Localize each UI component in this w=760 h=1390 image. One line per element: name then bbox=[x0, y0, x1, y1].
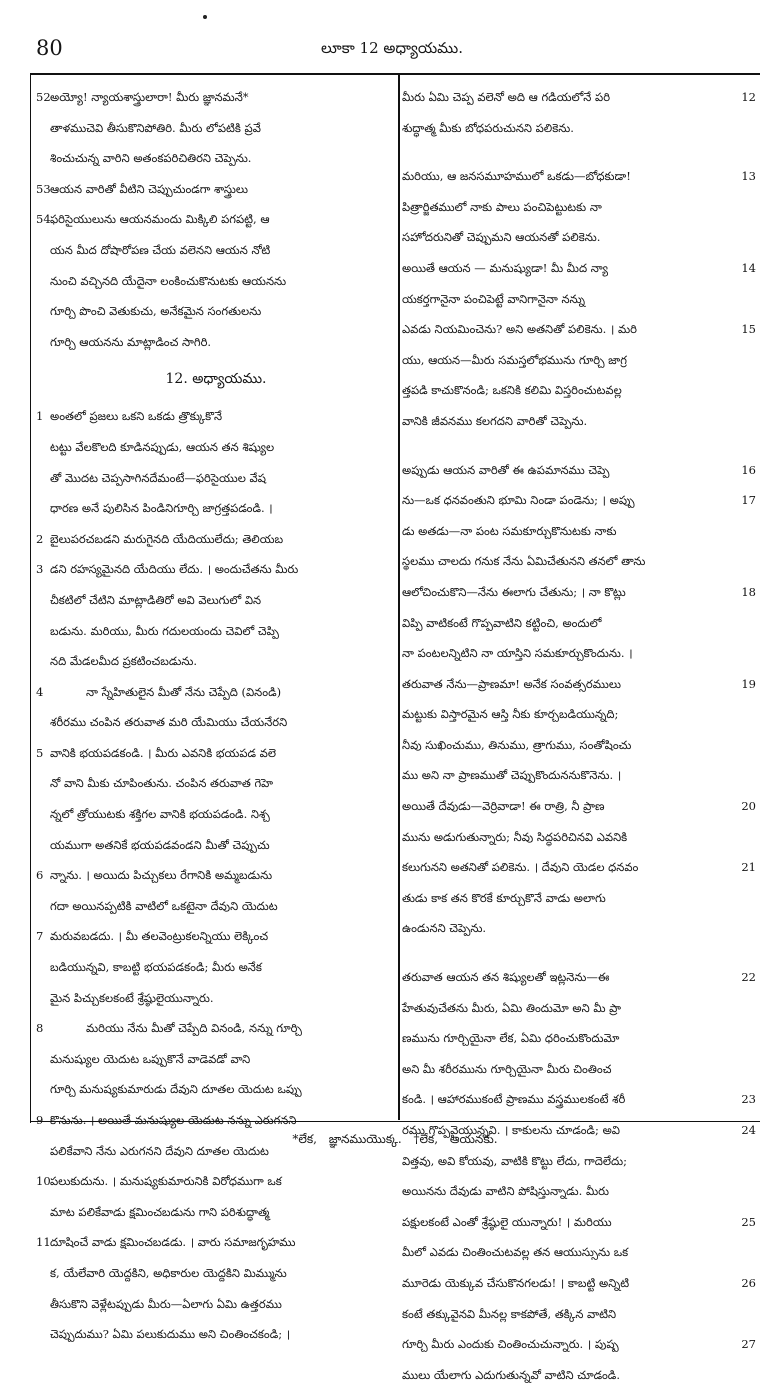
verse-text: తరువాత నేను—ప్రాణమా! అనేక సంవత్సరములు bbox=[402, 676, 621, 691]
verse-line bbox=[402, 913, 760, 944]
verse-text: దూషించే వాడు క్షమించబడడు. । వారు సమాజగృహము bbox=[50, 1235, 296, 1250]
verse-number: 24 bbox=[741, 1123, 756, 1137]
verse-number: 3 bbox=[36, 562, 44, 577]
verse-line bbox=[36, 204, 396, 235]
left-border bbox=[30, 73, 31, 1123]
paragraph-gap bbox=[402, 437, 760, 455]
right-column bbox=[402, 82, 760, 1390]
verse-line bbox=[36, 738, 396, 769]
verse-number: 10 bbox=[36, 1174, 51, 1189]
paragraph-gap bbox=[402, 944, 760, 962]
verse-line bbox=[402, 284, 760, 315]
verse-text: మాట పలికేవాడు క్షమించబడును గాని పరిశుద్ధాత్మ bbox=[50, 1204, 270, 1219]
verse-line bbox=[402, 883, 760, 914]
verse-line bbox=[36, 860, 396, 891]
verse-line bbox=[36, 296, 396, 327]
top-rule bbox=[30, 73, 760, 75]
verse-number: 25 bbox=[741, 1214, 756, 1229]
left-column bbox=[36, 82, 396, 1350]
verse-line bbox=[402, 161, 760, 192]
verse-text: శుద్ధాత్మ మీకు బోధపరుచునని పలికెను. bbox=[402, 120, 574, 135]
verse-line bbox=[402, 113, 760, 144]
verse-text: గదా అయినప్పటికి వాటిలో ఒకటైనా దేవుని యెదుట bbox=[50, 898, 278, 913]
verse-line bbox=[36, 432, 396, 463]
verse-line bbox=[36, 707, 396, 738]
verse-line bbox=[402, 791, 760, 822]
verse-text: నుంచి వచ్చినది యేదైనా లంకించుకొనుటకు ఆయనను bbox=[50, 273, 287, 288]
verse-text: డని రహస్యమైనది యేదియు లేదు. । అందుచేతను మీరు bbox=[50, 562, 299, 577]
verse-line bbox=[402, 455, 760, 486]
verse-text: పలుకుదును. । మనుష్యకుమారునికి విరోధముగా ఒక bbox=[50, 1174, 282, 1189]
verse-line bbox=[36, 585, 396, 616]
verse-text: మీలో ఎవడు చింతించుటవల్ల తన ఆయుస్సును ఒక bbox=[402, 1245, 629, 1260]
verse-text: రము గొప్పవైయున్నవి. । కాకులను చూడండి; అవి bbox=[402, 1123, 620, 1137]
paragraph-gap bbox=[402, 143, 760, 161]
verse-text: ఉండునని చెప్పెను. bbox=[402, 921, 487, 936]
verse-text: విత్తవు, అవి కోయవు, వాటికి కొట్టు లేదు, గాదెలేదు; bbox=[402, 1153, 627, 1168]
verse-line bbox=[402, 1084, 760, 1115]
verse-line bbox=[402, 608, 760, 639]
page-header bbox=[32, 36, 752, 72]
verse-line bbox=[402, 1329, 760, 1360]
verse-line bbox=[36, 327, 396, 358]
verse-number: 13 bbox=[741, 169, 756, 184]
verse-line bbox=[36, 235, 396, 266]
verse-text: శించుచున్న వారిని అతంకపరిచితిరని చెప్పెను. bbox=[50, 151, 252, 166]
verse-text: మరియు, ఆ జనసమూహములో ఒకడు—బోధకుడా! bbox=[402, 169, 631, 184]
running-title: లూకా 12 అధ్యాయము. bbox=[321, 39, 463, 57]
verse-text: అయితే ఆయన — మనుష్యుడా! మీ మీద న్యా bbox=[402, 260, 608, 275]
verse-text: న్నాను. । అయిదు పిచ్చుకలు రేగానికి అమ్మబడును bbox=[50, 868, 273, 883]
verse-number: 53 bbox=[36, 181, 51, 196]
verse-number: 22 bbox=[741, 970, 756, 985]
verse-text: మరువబడదు. । మీ తలవెంట్రుకలన్నియు లెక్కించ bbox=[50, 929, 269, 944]
verse-text: తాళముచెవి తీసుకొనిపోతిరి. మీరు లోపటికి ప్రవే bbox=[50, 120, 261, 135]
verse-text: మట్టుకు విస్తారమైన ఆస్తి నీకు కూర్చబడియున్నది; bbox=[402, 707, 619, 722]
verse-line bbox=[402, 760, 760, 791]
verse-text: వానికి భయపడకండి. । మీరు ఎవనికి భయపడ వలె bbox=[50, 745, 276, 760]
column-divider bbox=[398, 74, 400, 1120]
verse-number: 54 bbox=[36, 212, 51, 227]
verse-line bbox=[402, 1054, 760, 1085]
verse-text: అని మీ శరీరమును గూర్చియైనా మీరు చింతించ bbox=[402, 1061, 612, 1076]
verse-text: బడియున్నవి, కాబట్టి భయపడకండి; మీరు అనేక bbox=[50, 960, 262, 975]
verse-text: నది మేడలమీద ప్రకటించబడును. bbox=[50, 654, 198, 669]
verse-number: 5 bbox=[36, 745, 44, 760]
verse-text: యకర్తగానైనా పంచిపెట్టే వానిగానైనా నన్ను bbox=[402, 291, 586, 306]
verse-line bbox=[402, 1176, 760, 1207]
verse-number: 1 bbox=[36, 409, 44, 424]
verse-line bbox=[402, 962, 760, 993]
verse-number: 18 bbox=[741, 584, 756, 599]
verse-line bbox=[36, 401, 396, 432]
verse-line bbox=[402, 485, 760, 516]
verse-text: మూరెడు యెక్కువ చేసుకొనగలడు! । కాబట్టి అన్నిటి bbox=[402, 1275, 630, 1290]
verse-line bbox=[36, 799, 396, 830]
verse-number: 26 bbox=[741, 1275, 756, 1290]
verse-line bbox=[36, 1013, 396, 1044]
verse-text: బైలుపరచబడని మరుగైనది యేదియులేదు; తెలియబ bbox=[50, 531, 284, 546]
verse-text: వానికి జీవనము కలగదని వారితో చెప్పెను. bbox=[402, 413, 588, 428]
verse-line bbox=[402, 546, 760, 577]
verse-text: తీసుకొని వెళ్లేటప్పుడు మీరు—ఏలాగు ఏమి ఉత్తరము bbox=[50, 1296, 282, 1311]
verse-text: నా పంటలన్నిటిని నా యాస్తిని సమకూర్చుకొందును. । bbox=[402, 646, 633, 661]
verse-text: కలుగునని అతనితో పలికెను. । దేవుని యెడల ధనవం bbox=[402, 860, 639, 875]
verse-line bbox=[402, 577, 760, 608]
verse-text: ను—ఒక ధనవంతుని భూమి నిండా పండెను; । అప్పు bbox=[402, 493, 635, 508]
verse-line bbox=[36, 1197, 396, 1228]
verse-text: తో మొదట చెప్పసాగినదేమంటే—ఫరిసైయుల వేష bbox=[50, 470, 266, 485]
verse-line bbox=[402, 1237, 760, 1268]
verse-text: యముగా అతనికే భయపడవండని మీతో చెప్పుచు bbox=[50, 837, 270, 852]
verse-text: ఆయన వారితో వీటిని చెప్పుచుండగా శాస్త్రులు bbox=[50, 181, 248, 196]
verse-line bbox=[402, 345, 760, 376]
verse-line bbox=[402, 253, 760, 284]
verse-line bbox=[36, 1289, 396, 1320]
verse-number: 9 bbox=[36, 1113, 44, 1127]
verse-line bbox=[36, 646, 396, 677]
verse-line bbox=[402, 1023, 760, 1054]
verse-text: కండి. । ఆహారముకంటే ప్రాణము వస్త్రములకంటే శరీ bbox=[402, 1092, 626, 1107]
verse-text: తరువాత ఆయన తన శిష్యులతో ఇట్లనెను—ఈ bbox=[402, 970, 610, 985]
verse-text: మనుష్యుల యెదుట ఒప్పుకొనే వాడెవడో వాని bbox=[50, 1051, 251, 1066]
verse-line bbox=[402, 669, 760, 700]
verse-text: మును అడుగుతున్నారు; నీవు సిద్ధపరిచినవి ఎవనికి bbox=[402, 829, 628, 844]
verse-text: కొనును. । అయితే మనుష్యుల యెదుట నన్ను ఎరుగనని bbox=[50, 1113, 297, 1127]
verse-text: క, యేలేవారి యెద్దకిని, అధికారుల యెద్దకిని మిమ్మును bbox=[50, 1265, 287, 1280]
verse-text: ఆలోచించుకొని—నేను ఈలాగు చేతును; । నా కొట్లు bbox=[402, 584, 626, 599]
verse-number: 7 bbox=[36, 929, 44, 944]
verse-text: మరియు నేను మీతో చెప్పేది వినండి, నన్ను గూర్చి bbox=[86, 1021, 302, 1036]
verse-text: యన మీద దోషారోపణ చేయ వలెనని ఆయన నోటి bbox=[50, 242, 271, 257]
verse-number: 2 bbox=[36, 531, 44, 546]
chapter-heading: 12. అధ్యాయము. bbox=[165, 371, 267, 388]
verse-number: 21 bbox=[741, 860, 756, 875]
verse-line bbox=[36, 1074, 396, 1105]
verse-text: గూర్చి ఆయనను మాట్లాడించ సాగిరి. bbox=[50, 334, 212, 349]
verse-text: ణమును గూర్చియైనా లేక, ఏమి ధరించుకొందుమో bbox=[402, 1031, 620, 1046]
verse-number: 19 bbox=[741, 676, 756, 691]
verse-text: ఎవడు నియమించెను? అని అతనితో పలికెను. । మరి bbox=[402, 322, 637, 337]
verse-text: నీవు సుఖించుము, తినుము, త్రాగుము, సంతోషించు bbox=[402, 737, 632, 752]
verse-text: గూర్చి మనుష్యకుమారుడు దేవుని దూతల యెదుట ఒప్పు bbox=[50, 1082, 302, 1097]
verse-line bbox=[36, 1319, 396, 1350]
verse-text: పలికేవాని నేను ఎరుగనని దేవుని దూతల యెదుట bbox=[50, 1143, 269, 1158]
verse-text: మీరు ఏమి చెప్ప వలెనో అది ఆ గడియలోనే పరి bbox=[402, 90, 611, 104]
verse-number: 20 bbox=[741, 799, 756, 814]
verse-line bbox=[402, 222, 760, 253]
verse-number: 23 bbox=[741, 1092, 756, 1107]
verse-line bbox=[402, 1146, 760, 1177]
verse-text: పక్షులకంటే ఎంతో శ్రేష్ఠులై యున్నారు! । మరియు bbox=[402, 1214, 612, 1229]
verse-line bbox=[36, 677, 396, 708]
verse-line bbox=[402, 516, 760, 547]
verse-text: ములు యేలాగు ఎదుగుతున్నవో వాటిని చూడండి. bbox=[402, 1367, 620, 1382]
verse-number: 17 bbox=[741, 493, 756, 508]
verse-text: నో వాని మీకు చూపింతును. చంపిన తరువాత గెహె bbox=[50, 776, 274, 791]
print-speck bbox=[203, 15, 207, 19]
footnotes: *లేక, జ్ఞానముయొక్క. †లేక, ఆయనకు. bbox=[292, 1132, 498, 1146]
verse-line bbox=[402, 82, 760, 113]
verse-text: హేతువుచేతను మీరు, ఏమి తిందుమో అని మీ ప్రా bbox=[402, 1000, 621, 1015]
verse-line bbox=[36, 830, 396, 861]
verse-text: బడును. మరియు, మీరు గదులయందు చెవిలో చెప్పి bbox=[50, 623, 279, 638]
verse-text: నా స్నేహితులైన మీతో నేను చెప్పేది (వినండి) bbox=[86, 684, 282, 699]
verse-line bbox=[402, 1360, 760, 1390]
verse-line bbox=[36, 554, 396, 585]
verse-line bbox=[36, 493, 396, 524]
verse-text: ధారణ అనే పులిసిన పిండినిగూర్చి జాగ్రత్తపడండి. । bbox=[50, 501, 273, 516]
verse-line bbox=[36, 463, 396, 494]
verse-line bbox=[402, 638, 760, 669]
verse-text: విప్పి వాటికంటే గొప్పవాటిని కట్టించి, అందులో bbox=[402, 615, 602, 630]
verse-number: 11 bbox=[36, 1235, 51, 1250]
verse-number: 27 bbox=[741, 1337, 756, 1352]
verse-line bbox=[402, 730, 760, 761]
verse-text: చెప్పుదుము? ఏమి పలుకుదుము అని చింతించకండి; । bbox=[50, 1327, 291, 1342]
verse-text: తుడు కాక తన కొరకే కూర్చుకొనే వాడు అలాగు bbox=[402, 890, 606, 905]
verse-line bbox=[36, 1105, 396, 1136]
verse-line bbox=[402, 852, 760, 883]
verse-line bbox=[402, 1268, 760, 1299]
verse-line bbox=[36, 983, 396, 1014]
verse-text: అప్పుడు ఆయన వారితో ఈ ఉపమానము చెప్పె bbox=[402, 462, 610, 477]
verse-line bbox=[36, 921, 396, 952]
verse-line bbox=[36, 82, 396, 113]
verse-text: న్నలో త్రోయుటకు శక్తిగల వానికి భయపడండి. నిశ్చ bbox=[50, 807, 270, 822]
verse-line bbox=[36, 524, 396, 555]
verse-text: పిత్రార్జితములో నాకు పాలు పంచిపెట్టుటకు నా bbox=[402, 199, 602, 214]
verse-line bbox=[402, 406, 760, 437]
verse-line bbox=[402, 1207, 760, 1238]
verse-text: శరీరము చంపిన తరువాత మరి యేమియు చేయనేరని bbox=[50, 715, 288, 730]
verse-line bbox=[36, 174, 396, 205]
verse-number: 6 bbox=[36, 868, 44, 883]
verse-text: ము అని నా ప్రాణముతో చెప్పుకొందుననుకొనెను. । bbox=[402, 768, 622, 783]
verse-text: త్తపడి కాచుకొనండి; ఒకనికి కలిమి విస్తరించుటవల్ల bbox=[402, 383, 622, 398]
verse-text: యు, ఆయన—మీరు సమస్తలోభమును గూర్చి జాగ్ర bbox=[402, 352, 627, 367]
verse-line bbox=[36, 1166, 396, 1197]
verse-line bbox=[36, 616, 396, 647]
verse-line bbox=[402, 822, 760, 853]
verse-text: డు అతడు—నా పంట సమకూర్చుకొనుటకు నాకు bbox=[402, 523, 617, 538]
verse-number: 52 bbox=[36, 90, 51, 104]
verse-text: మైన పిచ్చుకలకంటే శ్రేష్ఠులైయున్నారు. bbox=[50, 990, 214, 1005]
verse-text: అయ్యో! న్యాయశాస్త్రులారా! మీరు జ్ఞానమనే* bbox=[50, 90, 249, 104]
verse-text: అంతలో ప్రజలు ఒకని ఒకడు త్రొక్కుకొనే bbox=[50, 409, 223, 424]
verse-text: టట్టు వేలకొలది కూడినప్పుడు, ఆయన తన శిష్యుల bbox=[50, 439, 275, 454]
verse-text: అయినను దేవుడు వాటిని పోషిస్తున్నాడు. మీరు bbox=[402, 1184, 609, 1199]
verse-line bbox=[36, 143, 396, 174]
verse-number: 8 bbox=[36, 1021, 44, 1036]
verse-line bbox=[36, 266, 396, 297]
verse-text: కంటే తక్కువైనవి మీనల్ల కాకపోతే, తక్కిన వాటిని bbox=[402, 1306, 617, 1321]
verse-line bbox=[402, 314, 760, 345]
verse-text: ఫరిసైయులును ఆయనమందు మిక్కిలి పగపట్టి, ఆ bbox=[50, 212, 270, 227]
verse-text: అయితే దేవుడు—వెర్రివాడా! ఈ రాత్రి, నీ ప్రాణ bbox=[402, 799, 605, 814]
verse-line bbox=[36, 768, 396, 799]
verse-line bbox=[36, 952, 396, 983]
verse-line bbox=[36, 1227, 396, 1258]
verse-number: 12 bbox=[741, 90, 756, 104]
page-number: 80 bbox=[36, 36, 63, 60]
verse-text: గూర్చి పొంచి వెతుకుచు, అనేకమైన సంగతులను bbox=[50, 304, 262, 319]
verse-line bbox=[36, 113, 396, 144]
verse-number: 15 bbox=[741, 322, 756, 337]
verse-number: 14 bbox=[741, 260, 756, 275]
verse-line bbox=[402, 192, 760, 223]
verse-line bbox=[402, 1299, 760, 1330]
verse-text: సహోదరునితో చెప్పుమని ఆయనతో పలికెను. bbox=[402, 230, 601, 245]
verse-number: 16 bbox=[741, 462, 756, 477]
verse-text: స్థలము చాలదు గనుక నేను ఏమిచేతునని తనలో తాను bbox=[402, 554, 646, 569]
verse-line bbox=[402, 993, 760, 1024]
verse-line bbox=[402, 699, 760, 730]
verse-number: 4 bbox=[36, 684, 44, 699]
verse-line bbox=[36, 1258, 396, 1289]
verse-text: గూర్చి మీరు ఎందుకు చింతించుచున్నారు. । పుష్ప bbox=[402, 1337, 619, 1352]
verse-line bbox=[402, 375, 760, 406]
verse-line bbox=[36, 1044, 396, 1075]
verse-line bbox=[36, 891, 396, 922]
verse-text: చీకటిలో చేటిని మాట్లాడితిరో అవి వెలుగులో విన bbox=[50, 592, 262, 607]
